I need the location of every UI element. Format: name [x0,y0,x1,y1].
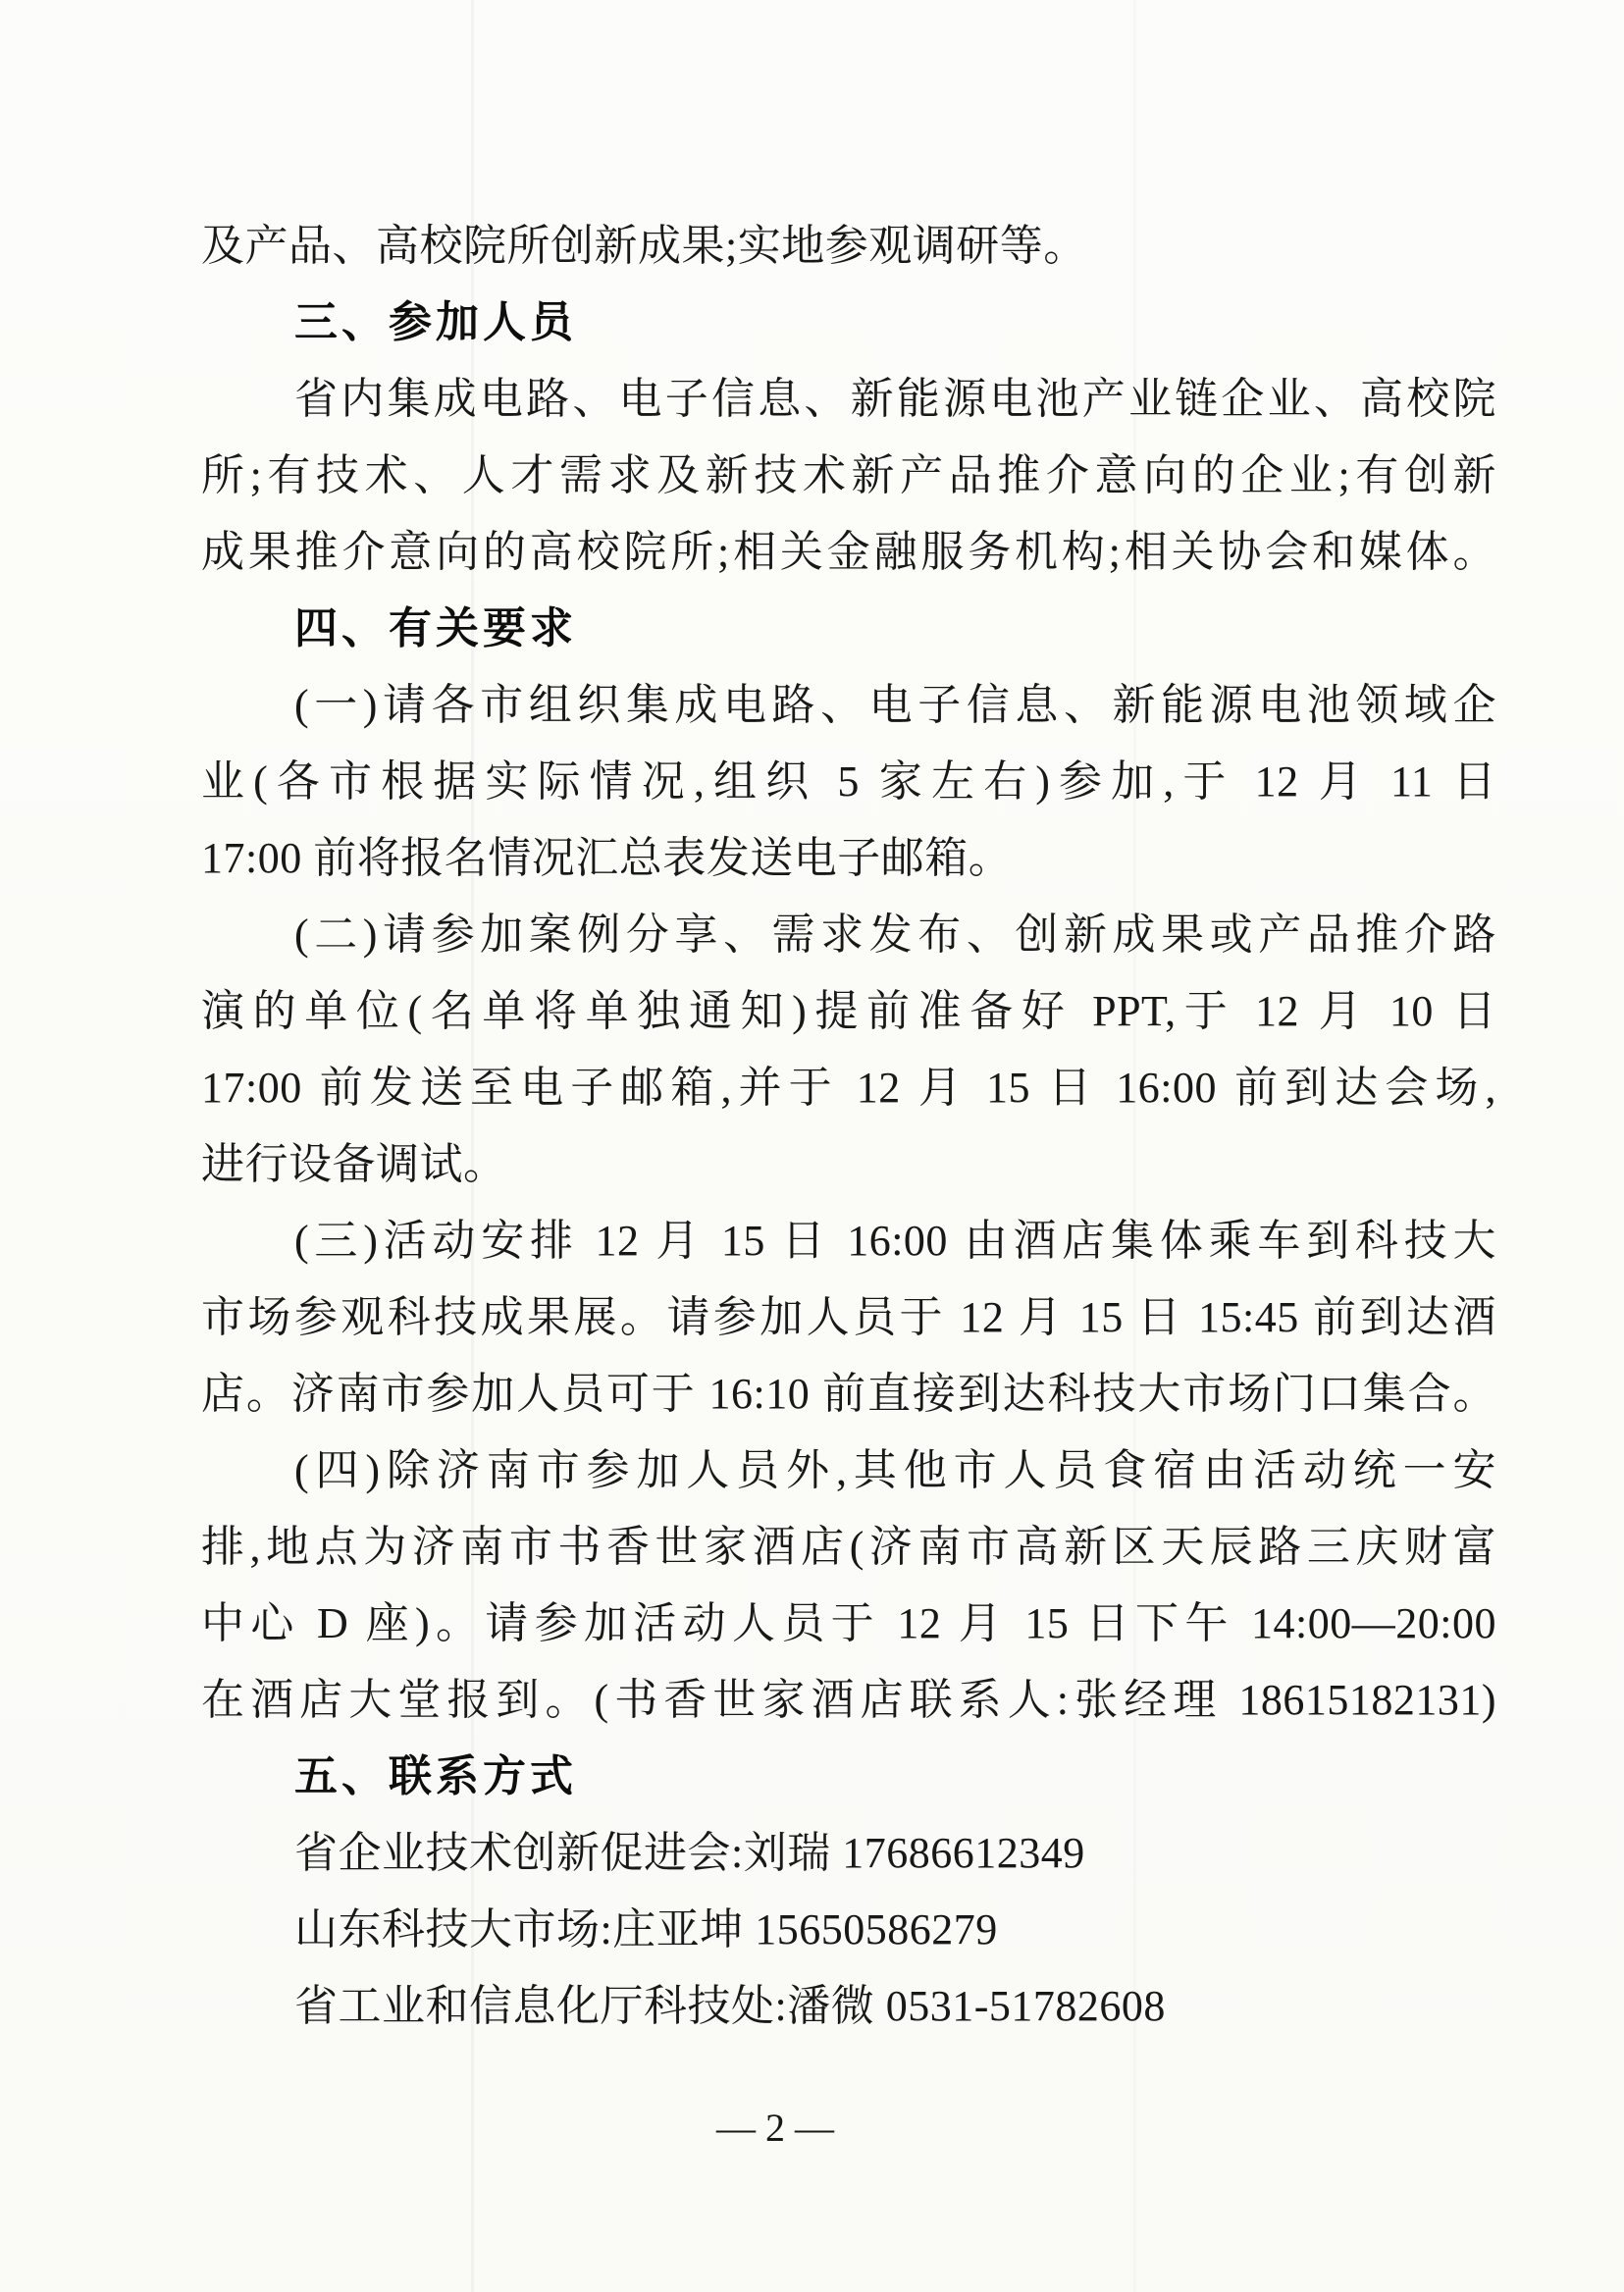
text-line: 进行设备调试。 [201,1140,507,1188]
section-heading-requirements: 四、有关要求 [294,604,577,652]
page-number: —2— [716,2106,844,2150]
text-line: 业(各市根据实际情况,组织 5 家左右)参加,于 12 月 11 日 [201,757,1496,806]
contact-line: 省企业技术创新促进会:刘瑞 17686612349 [294,1829,1085,1877]
contact-line: 省工业和信息化厅科技处:潘微 0531-51782608 [294,1982,1166,2030]
content-area [201,208,1496,2166]
text-line: 及产品、高校院所创新成果;实地参观调研等。 [201,222,1087,270]
text-line: 中心 D 座)。请参加活动人员于 12 月 15 日下午 14:00—20:00 [201,1599,1496,1647]
section-heading-contact: 五、联系方式 [294,1752,577,1800]
text-line: 17:00 前发送至电子邮箱,并于 12 月 15 日 16:00 前到达会场, [201,1064,1496,1112]
text-line: (一)请各市组织集成电路、电子信息、新能源电池领域企 [294,681,1496,729]
contact-line: 山东科技大市场:庄亚坤 15650586279 [294,1905,998,1953]
text-line: (二)请参加案例分享、需求发布、创新成果或产品推介路 [294,911,1496,959]
text-line: 演的单位(名单将单独通知)提前准备好 PPT,于 12 月 10 日 [201,987,1496,1035]
section-heading-participants: 三、参加人员 [294,298,577,346]
text-line: 所;有技术、人才需求及新技术新产品推介意向的企业;有创新 [201,451,1496,499]
text-line: 成果推介意向的高校院所;相关金融服务机构;相关协会和媒体。 [201,528,1496,576]
text-line: 在酒店大堂报到。(书香世家酒店联系人:张经理 18615182131) [201,1676,1496,1724]
text-line: 省内集成电路、电子信息、新能源电池产业链企业、高校院 [294,375,1496,423]
text-line: (三)活动安排 12 月 15 日 16:00 由酒店集体乘车到科技大 [294,1217,1496,1265]
text-line: (四)除济南市参加人员外,其他市人员食宿由活动统一安 [294,1446,1496,1494]
text-line: 市场参观科技成果展。请参加人员于 12 月 15 日 15:45 前到达酒 [201,1293,1496,1341]
text-line: 17:00 前将报名情况汇总表发送电子邮箱。 [201,834,1013,882]
text-line: 店。济南市参加人员可于 16:10 前直接到达科技大市场门口集合。 [201,1370,1496,1418]
text-line: 排,地点为济南市书香世家酒店(济南市高新区天辰路三庆财富 [201,1523,1496,1571]
